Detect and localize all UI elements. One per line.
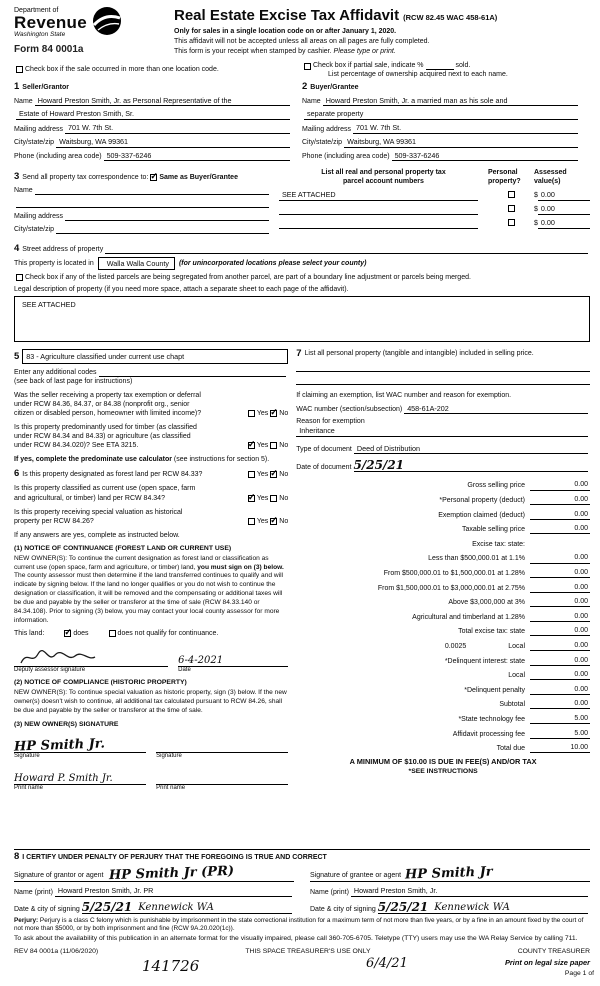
forest-yes-label: Yes bbox=[256, 471, 269, 479]
buyer-city-value: Waitsburg, WA 99361 bbox=[347, 137, 417, 147]
timber-no-label: No bbox=[279, 442, 289, 450]
property-location-section bbox=[14, 241, 590, 342]
see-instructions-note: *SEE INSTRUCTIONS bbox=[408, 767, 478, 775]
reason-exemption-value: Inheritance bbox=[299, 426, 335, 436]
land-does-label: does bbox=[73, 630, 89, 638]
wac-number-label: WAC number (section/subsection) bbox=[296, 406, 403, 414]
exemption-q-line1: Was the seller receiving a property tax exemption or deferral bbox=[14, 391, 201, 399]
personal-property-checkbox-2[interactable] bbox=[508, 205, 515, 212]
left-column bbox=[14, 349, 296, 849]
forest-q-text: Is this property designated as forest land per RCW 84.33? bbox=[22, 471, 203, 479]
seller-mailing-field[interactable] bbox=[65, 123, 290, 133]
stamp-date-value: 6/4/21 bbox=[366, 956, 408, 971]
owner-signature-label-1: Signature bbox=[14, 753, 40, 760]
subtitle-1: Only for sales in a single location code on or after January 1, 2020. bbox=[174, 27, 397, 35]
personal-property-header bbox=[488, 168, 534, 186]
tax-label-excise-header: Excise tax: state: bbox=[472, 540, 525, 548]
seller-name-label: Name bbox=[14, 97, 33, 105]
grantor-signature-label: Signature of grantor or agent bbox=[14, 872, 104, 880]
seller-phone-label: Phone (including area code) bbox=[14, 153, 102, 161]
wac-number-field[interactable] bbox=[404, 404, 588, 414]
located-in-label: This property is located in bbox=[14, 259, 94, 267]
correspondence-section bbox=[14, 168, 590, 234]
owner-signature-row-1 bbox=[14, 737, 288, 761]
same-as-buyer-checkbox[interactable] bbox=[150, 174, 157, 181]
revenue-wordmark: Revenue bbox=[14, 13, 87, 33]
tax-value-personal[interactable]: 0.00 bbox=[530, 495, 590, 505]
correspondence-mailing-label: Mailing address bbox=[14, 212, 64, 220]
notice-continuance-body bbox=[14, 555, 288, 626]
parcel-header-line1: List all real and personal property tax bbox=[321, 169, 446, 177]
assessed-header-line1: Assessed bbox=[534, 169, 567, 177]
form-number: Form 84 0001a bbox=[14, 43, 84, 55]
parcel-number-value-1: SEE ATTACHED bbox=[281, 190, 336, 200]
current-use-yes-label: Yes bbox=[256, 494, 269, 502]
grantee-name-label: Name (print) bbox=[310, 888, 349, 896]
reason-exemption-field[interactable] bbox=[296, 426, 588, 436]
deputy-assessor-signature bbox=[18, 648, 98, 668]
buyer-name-label: Name bbox=[302, 97, 321, 105]
assessed-value-field-3[interactable] bbox=[538, 218, 590, 228]
section-3-number: 3 bbox=[14, 171, 20, 183]
doc-type-value: Deed of Distribution bbox=[356, 443, 421, 453]
partial-sale-percent-field[interactable] bbox=[426, 61, 454, 70]
exemption-question bbox=[14, 391, 288, 418]
seller-phone-field[interactable] bbox=[104, 151, 290, 161]
local-rate-value: 0.0025 bbox=[444, 642, 467, 650]
tax-value-processing-fee[interactable]: 5.00 bbox=[530, 729, 590, 739]
page-number: Page 1 of bbox=[564, 970, 594, 977]
deputy-signature-field[interactable] bbox=[14, 653, 168, 667]
timber-no-checkbox[interactable] bbox=[270, 442, 277, 449]
owner-print-row bbox=[14, 769, 288, 793]
county-treasurer-label: COUNTY TREASURER bbox=[517, 948, 590, 956]
current-use-q-line2: and agricultural, or timber) land per RCW 84.34? bbox=[14, 494, 165, 502]
deputy-date-field[interactable] bbox=[178, 653, 288, 667]
seller-section bbox=[14, 82, 302, 161]
currency-sign-2: $ bbox=[534, 206, 538, 214]
partial-sale-label: Check box if partial sale, indicate % bbox=[313, 61, 424, 69]
current-use-no-checkbox[interactable] bbox=[270, 495, 277, 502]
this-land-label: This land: bbox=[14, 630, 45, 638]
buyer-title: Buyer/Grantee bbox=[310, 83, 359, 91]
tax-label-tier2: From $500,000.01 to $1,500,000.01 at 1.28% bbox=[383, 570, 525, 578]
owner-print-label-2: Print name bbox=[156, 785, 186, 792]
historic-no-checkbox[interactable] bbox=[270, 518, 277, 525]
reason-exemption-label: Reason for exemption bbox=[296, 418, 365, 426]
grantor-signature-value: HP Smith Jr (PR) bbox=[108, 864, 235, 884]
owner-print-label-1: Print name bbox=[14, 785, 44, 792]
section-2-number: 2 bbox=[302, 80, 308, 92]
predominate-use-note-rest: (see instructions for section 5). bbox=[171, 456, 270, 464]
form-title: Real Estate Excise Tax Affidavit bbox=[174, 7, 400, 24]
current-use-no-label: No bbox=[279, 494, 289, 502]
grantee-date-value: 5/25/21 bbox=[377, 899, 429, 914]
seller-name-field[interactable] bbox=[35, 96, 290, 106]
tax-value-delinquent-local[interactable]: 0.00 bbox=[530, 670, 590, 680]
parties-section bbox=[14, 82, 590, 161]
seller-phone-value: 509-337-6246 bbox=[106, 151, 152, 160]
use-code-select[interactable] bbox=[22, 349, 288, 363]
rev-number: REV 84 0001a (11/06/2020) bbox=[14, 948, 99, 956]
historic-q-line1: Is this property receiving special valuation as historical bbox=[14, 508, 183, 516]
certify-statement: I CERTIFY UNDER PENALTY OF PERJURY THAT THE FOREGOING IS TRUE AND CORRECT bbox=[22, 854, 327, 862]
parcel-numbers-header bbox=[279, 168, 488, 186]
personal-property-checkbox-1[interactable] bbox=[508, 191, 515, 198]
tax-value-excise-header bbox=[530, 540, 590, 549]
tax-label-gross: Gross selling price bbox=[467, 482, 525, 490]
tax-label-delinquent-local: Local bbox=[508, 672, 525, 680]
correspondence-extra-field[interactable] bbox=[16, 199, 269, 208]
section-4-number: 4 bbox=[14, 243, 20, 255]
seller-title: Seller/Grantor bbox=[22, 83, 69, 91]
current-use-question bbox=[14, 484, 288, 502]
parcel-row-3 bbox=[279, 215, 590, 229]
tax-value-tier1[interactable]: 0.00 bbox=[530, 553, 590, 563]
grantor-city-value: Kennewick WA bbox=[138, 901, 214, 913]
timber-q-line1: Is this property predominantly used for timber (as classified bbox=[14, 424, 197, 432]
current-use-yes-checkbox[interactable] bbox=[248, 495, 255, 502]
additional-codes-field[interactable] bbox=[99, 368, 287, 377]
predominate-use-note-bold: If yes, complete the predominate use calculator bbox=[14, 456, 172, 464]
notice1-text-bold: you must sign on (3) below. bbox=[197, 563, 284, 571]
subtitle-3-text: This form is your receipt when stamped by cashier. bbox=[174, 47, 332, 55]
timber-q-line2: under RCW 84.34 and 84.33) or agriculture (as classified bbox=[14, 433, 191, 441]
same-as-buyer-label: Same as Buyer/Grantee bbox=[159, 173, 238, 181]
historic-no-label: No bbox=[279, 517, 289, 525]
land-does-not-label: does not qualify for continuance. bbox=[117, 630, 219, 638]
tax-value-total-due[interactable]: 10.00 bbox=[530, 743, 590, 753]
county-select[interactable] bbox=[98, 257, 175, 270]
tax-value-local[interactable]: 0.00 bbox=[530, 641, 590, 651]
tax-value-tier3[interactable]: 0.00 bbox=[530, 583, 590, 593]
section-1-number: 1 bbox=[14, 80, 20, 92]
tax-label-tech-fee: *State technology fee bbox=[458, 715, 525, 723]
assessed-value-3: 0.00 bbox=[540, 218, 555, 228]
assessed-value-2: 0.00 bbox=[540, 204, 555, 214]
legal-size-note: Print on legal size paper bbox=[504, 958, 590, 967]
perjury-notice bbox=[14, 917, 590, 934]
grantor-date-field[interactable] bbox=[82, 901, 292, 914]
right-column bbox=[296, 349, 590, 849]
revenue-logo-icon bbox=[92, 6, 122, 36]
doc-date-field[interactable] bbox=[354, 459, 589, 472]
buyer-mailing-label: Mailing address bbox=[302, 125, 352, 133]
parcel-header-line2: parcel account numbers bbox=[343, 178, 424, 186]
treasurer-stamp-area bbox=[14, 956, 594, 983]
partial-sale-checkbox[interactable] bbox=[304, 63, 311, 70]
tax-label-total-state: Total excise tax: state bbox=[458, 628, 525, 636]
assessed-header-line2: value(s) bbox=[534, 178, 561, 186]
additional-codes-label: Enter any additional codes bbox=[14, 368, 97, 376]
correspondence-mailing-field[interactable] bbox=[65, 212, 269, 221]
deputy-signature-row bbox=[14, 653, 288, 675]
correspondence-city-label: City/state/zip bbox=[14, 226, 55, 234]
grantor-name-value: Howard Preston Smith, Jr. PR bbox=[57, 886, 154, 896]
exemption-yes-checkbox[interactable] bbox=[248, 410, 255, 417]
perjury-text: Perjury is a class C felony which is punishable by imprisonment in the state correctional institution for a maximum term of not more than five years, or by a fine in an amount fixed by the court of not more than $5000, or by both imprisonment and fine (RCW 9A.20.020(1c)). bbox=[14, 916, 584, 933]
buyer-phone-value: 509-337-6246 bbox=[394, 151, 440, 160]
doc-date-value: 5/25/21 bbox=[353, 457, 405, 472]
section-8-number: 8 bbox=[14, 851, 20, 863]
buyer-section bbox=[302, 82, 590, 161]
wac-number-value: 458-61A-202 bbox=[407, 403, 449, 413]
buyer-phone-field[interactable] bbox=[392, 151, 578, 161]
seller-mailing-value: 701 W. 7th St. bbox=[68, 123, 114, 133]
tax-value-total-state[interactable]: 0.00 bbox=[530, 626, 590, 636]
street-address-field[interactable] bbox=[105, 245, 588, 254]
tax-label-tier1: Less than $500,000.01 at 1.1% bbox=[428, 555, 525, 563]
use-code-value: 83 - Agriculture classified under current use chapt bbox=[26, 351, 185, 361]
historic-q-line2: property per RCW 84.26? bbox=[14, 517, 94, 525]
alternate-format-note: To ask about the availability of this publication in an alternate format for the visually impaired, please call 360-705-6705. Teletype (TTY) users may use the WA Relay Service by calling 711. bbox=[14, 935, 578, 943]
owner-signature-field-2[interactable] bbox=[156, 737, 288, 753]
parcel-number-field-3[interactable] bbox=[279, 220, 478, 229]
deputy-date-value: 6-4-2021 bbox=[178, 654, 224, 666]
type-or-print-note: Please type or print. bbox=[333, 47, 396, 55]
tax-value-taxable[interactable]: 0.00 bbox=[530, 524, 590, 534]
personal-property-field-1[interactable] bbox=[296, 361, 590, 372]
tax-label-delinquent-interest: *Delinquent interest: state bbox=[444, 657, 525, 665]
tax-local-word: Local bbox=[508, 642, 525, 650]
parcel-table bbox=[279, 168, 590, 234]
tax-value-exemption[interactable]: 0.00 bbox=[530, 510, 590, 520]
historic-yes-label: Yes bbox=[256, 517, 269, 525]
section-5-number: 5 bbox=[14, 350, 20, 362]
correspondence-name-field[interactable] bbox=[35, 186, 269, 195]
tax-value-subtotal[interactable]: 0.00 bbox=[530, 699, 590, 709]
exemption-claim-note: If claiming an exemption, list WAC number and reason for exemption. bbox=[296, 391, 512, 399]
tax-label-delinquent-penalty: *Delinquent penalty bbox=[464, 686, 525, 694]
exemption-no-checkbox[interactable] bbox=[270, 410, 277, 417]
exemption-yes-label: Yes bbox=[256, 409, 269, 417]
doc-type-label: Type of document bbox=[296, 445, 352, 453]
timber-question bbox=[14, 423, 288, 450]
tax-value-delinquent-penalty[interactable]: 0.00 bbox=[530, 685, 590, 695]
timber-yes-label: Yes bbox=[256, 442, 269, 450]
notice-continuance-title: (1) NOTICE OF CONTINUANCE (FOREST LAND OR CURRENT USE) bbox=[14, 544, 232, 552]
personal-header-line2: property? bbox=[488, 178, 521, 186]
footer-row bbox=[14, 948, 590, 957]
grantee-signature-label: Signature of grantee or agent bbox=[310, 872, 402, 880]
notice-compliance-body: NEW OWNER(S): To continue special valuation as historic property, sign (3) below. If the new owner(s) doesn't wish to continue, all additional tax calculated pursuant to RCW 84.26, shall be due and payable by the seller or transferor at the time of sale. bbox=[14, 689, 287, 714]
parcel-number-field-2[interactable] bbox=[279, 206, 478, 215]
personal-property-checkbox-3[interactable] bbox=[508, 219, 515, 226]
seller-city-label: City/state/zip bbox=[14, 139, 55, 147]
additional-codes-note: (see back of last page for instructions) bbox=[14, 377, 133, 385]
tax-value-delinquent-interest[interactable]: 0.00 bbox=[530, 656, 590, 666]
currency-sign-3: $ bbox=[534, 220, 538, 228]
exemption-no-label: No bbox=[279, 409, 289, 417]
stamp-number-value: 141726 bbox=[142, 957, 200, 975]
title-block bbox=[174, 6, 590, 56]
buyer-name-value: Howard Preston Smith, Jr. a married man as his sole and bbox=[325, 95, 508, 105]
department-of-label: Department of bbox=[14, 7, 59, 14]
forest-no-checkbox[interactable] bbox=[270, 471, 277, 478]
tax-label-personal: *Personal property (deduct) bbox=[439, 497, 525, 505]
buyer-name-field[interactable] bbox=[323, 96, 578, 106]
washington-state-label: Washington State bbox=[14, 31, 66, 39]
tax-value-agricultural[interactable]: 0.00 bbox=[530, 612, 590, 622]
legal-description-field[interactable] bbox=[14, 296, 590, 342]
grantor-signature-field[interactable] bbox=[14, 864, 294, 882]
tax-value-gross[interactable]: 0.00 bbox=[530, 480, 590, 490]
owner-print-field-1[interactable] bbox=[14, 769, 146, 785]
current-use-q-line1: Is this property classified as current use (open space, farm bbox=[14, 485, 196, 493]
tax-label-local bbox=[296, 642, 530, 651]
segregated-checkbox[interactable] bbox=[16, 274, 23, 281]
new-owners-signature-title: (3) NEW OWNER(S) SIGNATURE bbox=[14, 720, 119, 728]
timber-yes-checkbox[interactable] bbox=[248, 442, 255, 449]
grantee-certification bbox=[310, 864, 590, 913]
legal-description-value: SEE ATTACHED bbox=[22, 300, 76, 310]
parcel-number-field-1[interactable] bbox=[279, 190, 478, 200]
top-checkbox-row bbox=[14, 61, 590, 79]
seller-mailing-label: Mailing address bbox=[14, 125, 64, 133]
seller-city-value: Waitsburg, WA 99361 bbox=[59, 137, 129, 147]
notice1-text-b: The county assessor must then determine if the land transferred continues to qualify and will indicate by signing below. If the land no longer qualifies or you do not wish to continue the designation or classification, it will be removed and the compensating or additional taxes will be due and payable by the seller or transferor at the time of sale (RCW 84.33.140 or 84.34.108). Prior to signing (3) below, you may contact your local county assessor for more information. bbox=[14, 572, 284, 624]
owner-signature-label-2: Signature bbox=[156, 753, 182, 760]
forest-land-question bbox=[14, 469, 288, 479]
buyer-name-field-2[interactable] bbox=[304, 109, 578, 119]
tax-label-taxable: Taxable selling price bbox=[461, 526, 525, 534]
owner-print-value: Howard P. Smith Jr. bbox=[14, 773, 113, 785]
parcel-row-1 bbox=[279, 187, 590, 201]
grantor-name-field[interactable] bbox=[55, 886, 292, 896]
tax-value-tier4[interactable]: 0.00 bbox=[530, 597, 590, 607]
doc-type-field[interactable] bbox=[354, 444, 588, 454]
subtitle-3 bbox=[174, 47, 590, 56]
grantee-date-label: Date & city of signing bbox=[310, 905, 376, 913]
buyer-mailing-value: 701 W. 7th St. bbox=[356, 123, 402, 133]
segregated-label: Check box if any of the listed parcels are being segregated from another parcel, are part of a boundary line adjustment or parcels being merged. bbox=[25, 274, 471, 281]
assessed-value-field-1[interactable] bbox=[538, 190, 590, 200]
exemption-q-line2: under RCW 84.36, 84.37, or 84.38 (nonprofit org., senior bbox=[14, 400, 190, 408]
personal-property-field-2[interactable] bbox=[296, 374, 590, 385]
forest-no-label: No bbox=[279, 471, 289, 479]
grantee-name-field[interactable] bbox=[351, 886, 588, 896]
correspondence-name-label: Name bbox=[14, 186, 33, 194]
owner-print-field-2[interactable] bbox=[156, 769, 288, 785]
tax-label-agricultural: Agricultural and timberland at 1.28% bbox=[412, 613, 525, 621]
exemption-q-line3: citizen or disabled person, homeowner with limited income)? bbox=[14, 409, 202, 417]
tax-label-exemption: Exemption claimed (deduct) bbox=[438, 511, 525, 519]
main-body bbox=[14, 349, 590, 849]
tax-label-tier4: Above $3,000,000 at 3% bbox=[448, 599, 525, 607]
legal-description-label: Legal description of property (if you need more space, attach a separate sheet to each page of the affidavit). bbox=[14, 286, 349, 294]
certification-section bbox=[14, 849, 590, 913]
multi-location-label: Check box if the sale occurred in more than one location code. bbox=[25, 66, 219, 74]
perjury-label: Perjury: bbox=[14, 916, 39, 924]
agency-block bbox=[14, 6, 164, 56]
grantee-name-value: Howard Preston Smith, Jr. bbox=[353, 886, 438, 896]
street-address-label: Street address of property bbox=[22, 245, 104, 253]
deputy-signature-label: Deputy assessor signature bbox=[14, 666, 86, 673]
grantor-date-label: Date & city of signing bbox=[14, 905, 80, 913]
correspondence-intro: Send all property tax correspondence to: bbox=[22, 173, 149, 181]
parcel-row-2 bbox=[279, 201, 590, 215]
correspondence-city-field[interactable] bbox=[56, 225, 269, 234]
notice1-text-a: NEW OWNER(S): To continue the current designation as forest land or classification as current use (open space, farm and agriculture, or timber) land, bbox=[14, 554, 269, 571]
buyer-name-value-2: separate property bbox=[307, 109, 364, 119]
buyer-phone-label: Phone (including area code) bbox=[302, 153, 390, 161]
tax-label-processing-fee: Affidavit processing fee bbox=[452, 730, 525, 738]
tax-label-total-due: Total due bbox=[496, 745, 525, 753]
treasurer-space-label: THIS SPACE TREASURER'S USE ONLY bbox=[245, 948, 371, 956]
section-6-number: 6 bbox=[14, 468, 20, 480]
buyer-city-label: City/state/zip bbox=[302, 139, 343, 147]
predominate-use-note bbox=[14, 455, 288, 464]
currency-sign-1: $ bbox=[534, 192, 538, 200]
seller-city-field[interactable] bbox=[56, 137, 290, 147]
section-7-number: 7 bbox=[296, 348, 302, 360]
grantor-date-value: 5/25/21 bbox=[81, 899, 133, 914]
grantee-date-field[interactable] bbox=[378, 901, 588, 914]
land-does-not-checkbox[interactable] bbox=[109, 630, 116, 637]
timber-q-line3: under RCW 84.34.020)? See ETA 3215. bbox=[14, 442, 139, 450]
grantee-signature-value: HP Smith Jr bbox=[404, 864, 493, 883]
minimum-due-note: A MINIMUM OF $10.00 IS DUE IN FEE(S) AND/OR TAX bbox=[349, 757, 537, 767]
land-qualify-row bbox=[14, 629, 288, 638]
assessed-value-field-2[interactable] bbox=[538, 204, 590, 214]
grantee-city-value: Kennewick WA bbox=[434, 901, 510, 913]
seller-name-value: Howard Preston Smith, Jr. as Personal Representative of the bbox=[37, 95, 232, 105]
personal-header-line1: Personal bbox=[488, 169, 518, 177]
doc-date-label: Date of document bbox=[296, 463, 352, 471]
historic-yes-checkbox[interactable] bbox=[248, 518, 255, 525]
owner-signature-field-1[interactable] bbox=[13, 736, 146, 756]
tax-value-tier2[interactable]: 0.00 bbox=[530, 568, 590, 578]
seller-name-value-2: Estate of Howard Preston Smith, Sr. bbox=[19, 109, 135, 119]
forest-yes-checkbox[interactable] bbox=[248, 471, 255, 478]
grantor-name-label: Name (print) bbox=[14, 888, 53, 896]
deputy-date-label: Date bbox=[178, 666, 191, 673]
partial-sale-sold-label: sold. bbox=[455, 61, 471, 69]
historic-question bbox=[14, 508, 288, 526]
header bbox=[14, 6, 590, 56]
multi-location-checkbox[interactable] bbox=[16, 66, 23, 73]
assessed-value-1: 0.00 bbox=[540, 190, 555, 200]
county-note: (for unincorporated locations please select your county) bbox=[178, 259, 367, 267]
ownership-note: List percentage of ownership acquired next to each name. bbox=[328, 70, 508, 78]
tax-table bbox=[296, 476, 590, 753]
assessed-value-header bbox=[534, 168, 590, 186]
notice-compliance-title: (2) NOTICE OF COMPLIANCE (HISTORIC PROPERTY) bbox=[14, 679, 187, 687]
buyer-city-field[interactable] bbox=[344, 137, 578, 147]
tax-label-tier3: From $1,500,000.01 to $3,000,000.01 at 2.75% bbox=[377, 584, 525, 592]
any-yes-note: If any answers are yes, complete as instructed below. bbox=[14, 531, 180, 539]
land-does-checkbox[interactable] bbox=[64, 630, 71, 637]
grantee-signature-field[interactable] bbox=[310, 864, 590, 882]
seller-name-field-2[interactable] bbox=[16, 109, 290, 119]
rcw-reference: (RCW 82.45 WAC 458-61A) bbox=[403, 13, 498, 22]
subtitle-2: This affidavit will not be accepted unless all areas on all pages are fully completed. bbox=[174, 37, 430, 45]
tax-value-tech-fee[interactable]: 5.00 bbox=[530, 714, 590, 724]
personal-property-intro: List all personal property (tangible and intangible) included in selling price. bbox=[304, 350, 534, 358]
buyer-mailing-field[interactable] bbox=[353, 123, 578, 133]
county-value: Walla Walla County bbox=[106, 258, 169, 268]
owner-signature-value: HP Smith Jr. bbox=[13, 736, 106, 756]
tax-label-subtotal: Subtotal bbox=[499, 701, 525, 709]
grantor-certification bbox=[14, 864, 294, 913]
